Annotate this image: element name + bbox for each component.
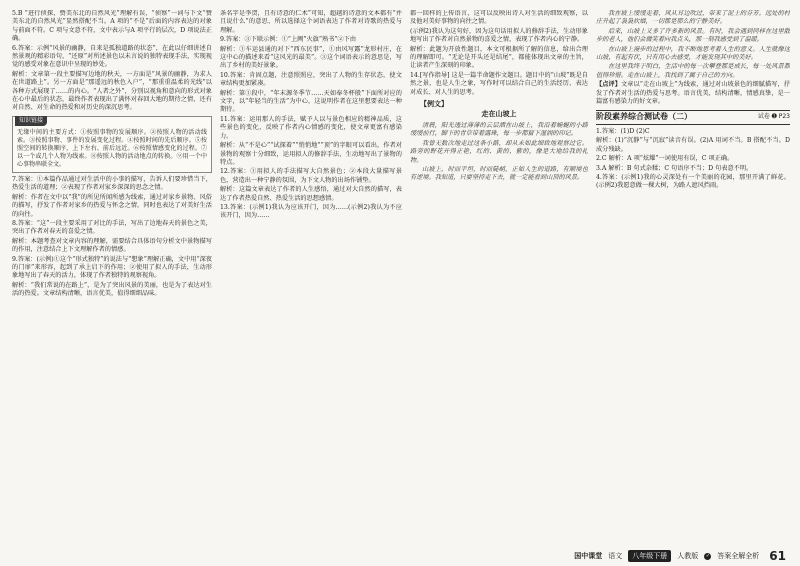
answer-paragraph: 6.答案：示例“风景的幽静，自来是孤独道路的状态”，在此以仔细讲述自然景观的精彩语句，“还原”对所述景色以未言说的独特表现手法，实现视觉的感受对象在意识中呈现的妙处。 (12, 44, 212, 69)
essay-paragraph: 山坡上，时而平坦，时而陡峭，正如人生的道路，有顺境也有逆境。我知道，只要坚持走下去，就一定能看到山顶的风景。 (410, 165, 588, 182)
example-essay-continued (596, 10, 790, 80)
example-essay-label: 【例文】 (420, 100, 448, 109)
answer-paragraph: 1.答案：(1)D (2)C (596, 127, 650, 135)
answer-paragraph: 解析：此题为开放性题目，本文可根据所了解的信息，给出合理的理解即可。“无论是开头还是结尾”，都能体现出文章的主旨，让读者产生深刻的印象。 (410, 45, 588, 70)
essay-paragraph: 后来，山坡上又多了许多新的风景。有时，我会遇到同样在这里散步的老人，他们会微笑着向我点头，那一刻我感受到了温暖。 (596, 27, 790, 44)
answer-paragraph: 5.B “进行侦探，赞美东北的自然风光”理解有误，“侦察”一词与下文“赞美东北的自然风光”显然搭配不当。A 项的“不是”后面的内容表达的对象与前面不符。C 项与文意不符，文中表示与A 项平行的层次，D 项说法正确。 (12, 10, 212, 43)
footer-brand: 国中课堂 (574, 552, 603, 560)
page-footer (0, 546, 800, 566)
column-4 (596, 10, 790, 542)
answer-paragraph: 解析：这篇文章表达了作者的人生感悟，通过对大自然的描写，表达了作者热爱自然、热爱生活的思想感情。 (220, 186, 402, 202)
comment-text: 文章以“走在山坡上”为线索，通过对山坡景色的细腻描写，抒发了作者对生活的热爱与思考。语言优美，结构清晰，情感真挚，是一篇富有感染力的好文章。 (596, 81, 790, 106)
essay-paragraph: 在山坡上漫步的过程中，我不断地思考着人生的意义。人生就像这山坡，有起有伏，只有用心去感受，才能发现其中的美好。 (596, 45, 790, 62)
answer-paragraph: 12.答案：①用拟人的手法描写大自然景色；②本段大量描写景色，营造出一种宁静的氛围，为下文人物的出场作铺垫。 (220, 168, 402, 184)
answer-paragraph: 解析：本题考查对文章内容的理解，需要结合具体语句分析文中景物描写的作用，注意结合上下文理解作者的情感。 (12, 237, 212, 254)
answer-paragraph: 解析：第①段中，“年末源冬季节……天如奉冬杯般”下面所对应的文字，以“年轻当的生活”为中心，这说明作者在这里想要表达一种期待。 (220, 89, 402, 114)
essay-paragraph: 在这里我终于明白，生活中的每一次攀登都是成长，每一处风景都值得珍惜。走在山坡上，我找到了属于自己的方向。 (596, 63, 790, 79)
page-number: 61 (769, 549, 786, 563)
example-essay (410, 122, 588, 183)
essay-paragraph: 清晨，阳光透过薄薄的云层洒在山坡上，我沿着蜿蜒的小路缓缓前行，脚下的青草带着露珠，每一步都留下湿润的印记。 (410, 121, 588, 138)
essay-paragraph: 我在坡上缓缓走着，风从耳边吹过，带来了泥土的芬芳。远处的村庄升起了袅袅炊烟，一切都是那么的宁静美好。 (596, 10, 790, 26)
check-icon: ✓ (705, 552, 710, 559)
answer-paragraph: 13.答案：(示例1)我认为应该开门，因为……(示例2)我认为不应该开门，因为…… (220, 203, 402, 220)
section-title: 阶段素养综合测试卷（二） (596, 112, 692, 122)
knowledge-link-label: 知识链接 (15, 116, 47, 126)
answer-paragraph: 8.答案：“这”一段主要采用了对比的手法，写出了边地春天的景色之美，突出了作者对春天的喜爱之情。 (12, 219, 212, 236)
footer-edition: 人教版 (677, 552, 699, 560)
essay-paragraph: 我曾无数次地走过这条小路，却从未如此细致地观察过它。路旁的野花开得正艳，红的、黄的、紫的，像是大地给我的礼物。 (410, 139, 588, 164)
answer-paragraph: 都一回样的上传语言，这可以反映出诗人对生活的细致观察，以及他对美好事物的向往之情。 (410, 10, 588, 26)
answer-paragraph: 9.答案：③下联示例：①“上阙”火旗“熟书”②下由 (220, 36, 357, 44)
footer-note: 答案全解全析 (717, 552, 760, 560)
answer-paragraph: 解析：(1)“沉静”与“沉寂”读音有误。(2)A 用词不当。B 搭配不当。D 成分残缺。 (596, 137, 790, 153)
section-page-ref: 试卷 ➊ P23 (757, 113, 790, 121)
answer-paragraph: 10.答案：肯固点题，注意照照应，突出了人物的生存状态，使文章结构更加紧凑。 (220, 71, 402, 88)
column-3 (410, 10, 588, 542)
answer-paragraph: 14.[写作指导] 这是一篇半命题作文题目。题目中的“山坡”既是自然之景，也是人生之象，写作时可以结合自己的生活经历，表达对成长、对人生的思考。 (410, 71, 588, 96)
essay-title: 走在山坡上 (481, 109, 517, 119)
answer-paragraph: 3.A 解析：B 句式杂糅；C 句语序不当；D 句表意不明。 (596, 164, 753, 172)
answer-paragraph: 解析：“我们常说的在路上”，是为了突出风景的美丽，也是为了表达对生活的热爱。文章结构清晰，语言优美，值得细细品味。 (12, 281, 212, 298)
answer-paragraph: 11.答案：运用那人的手法，赋予人以与景色相应的精神品质，这些景色的变化，反映了作者内心情感的变化，使文章更富有感染力。 (220, 115, 402, 140)
knowledge-link-text: 无缘中间的主要方式：①按照事物的发展顺序。②按照人物的活动线索。③按照事物、事件的发展变化过程。④按照时间的先后顺序。⑤按照空间的转换顺序，上下左右、前后远近。⑥按照情感变化的过程。⑦以一个或几个人物为线索。⑧按照人物的活动地点的转换。⑨用一个中心事物串联全文。 (17, 128, 207, 168)
knowledge-link-box (12, 116, 212, 173)
answer-paragraph: 7.答案：①本篇作品通过对生活中的小事的描写，告诉人们要珍惜当下，热爱生活的道理；②表现了作者对家乡深深的思念之情。 (12, 175, 212, 192)
answer-paragraph: (示例2)我认为这句好，因为这句话用拟人的修辞手法，生动形象地写出了作者对自然景物的喜爱之情，表现了作者内心的宁静。 (410, 27, 588, 44)
column-2 (220, 10, 402, 542)
answer-paragraph: 解析：①车运县通的对下“西东民事”，①由风写露”龙形村庄，在这中心的描述来看“这风光的最美”。③这个词语表示的意思是，写出了乡村的美好景象。 (220, 45, 402, 70)
answer-paragraph: 条名字是李贺，且有诗意的仁术”可知，超越的诗意的文本都有“并且说什么”的意思，所以选择这个词语表达了作者对诗歌的热爱与理解。 (220, 10, 402, 34)
answer-paragraph: 解析：作者在文中以“我”的所见所闻所感为线索，通过对家乡景物、风俗的描写，抒发了作者对家乡的热爱与怀念之情，同时也表达了对美好生活的向往。 (12, 193, 212, 218)
answer-paragraph: 解析：从“不是心”“试探着”“悄悄地”“顶”的字眼可以看出，作者对景物的观察十分细致，运用拟人的修辞手法，生动地写出了景物的特点。 (220, 142, 402, 166)
answer-paragraph: 解析：文章第一段主要描写边地的秋天，一方面是“风景的幽静，为求人在世道路上”。另一方面是“那遥远的秋色入户”，“那重重温柔的光线”以各种方式展现了……的内心。“人者之外”，分别以视角和意向的形式对象在心中最后的状态，最终作者表现出了满怀对春回大地的期待之情，还有对自然、对生命的热爱和对历史的深沉思考。 (12, 70, 212, 112)
answer-paragraph: 9.答案：(示例)①这个“形式独特”的说法与“想象”理解正确，文中用“深夜的门扉”来形容，起到了承上启下的作用；②使用了拟人的手法，生动形象地写出了春天的活力，体现了作者独特的观察视角。 (12, 255, 212, 280)
answer-paragraph: 4.答案：(示例1)我的心灵深处有一个美丽的花园，那里开满了鲜花。(示例2)我愿意做一棵大树，为路人遮风挡雨。 (596, 173, 790, 190)
column-1 (12, 10, 212, 542)
footer-subject: 语文 (608, 552, 623, 560)
comment-paragraph (596, 81, 790, 106)
footer-grade: 八年级下册 (628, 550, 671, 562)
comment-label: 【点评】 (596, 81, 622, 89)
section-header (596, 110, 790, 124)
answer-paragraph: 2.C 解析：A 项“炫耀”一词使用有误，C 项正确。 (596, 155, 734, 163)
